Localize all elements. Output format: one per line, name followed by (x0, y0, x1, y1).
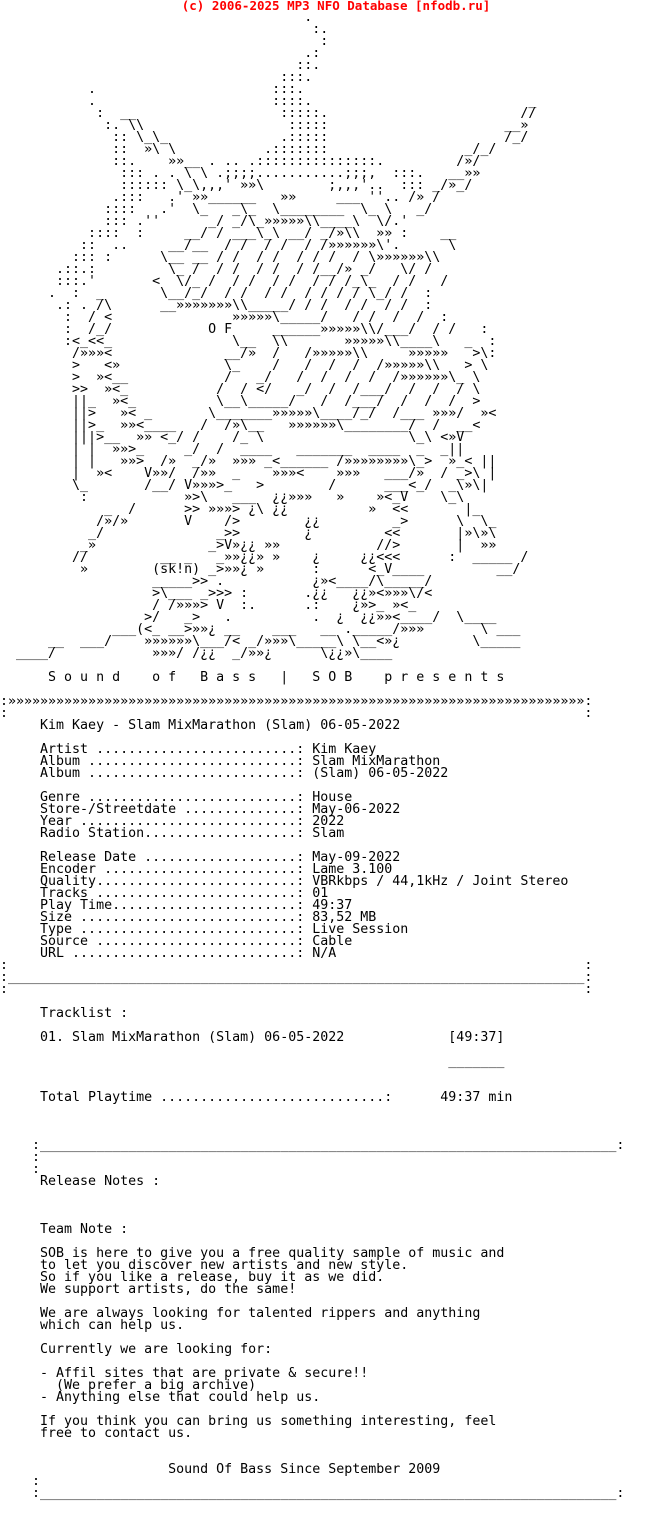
copyright-link[interactable]: (c) 2006-2025 MP3 NFO Database [nfodb.ru] (181, 0, 491, 13)
nfo-text: . :. : .: ::. :::. . :::. . ::::. _ : __ :::::. // :. \\ ::::: __» :: \_\_ .::::: /_/ :: »\ \ .::::::: _/_/ ::. »»__ . .. .:::::::::::::::. /»/ ::: . . \ \ .;;;;...........;;;, :::. __»» :::::: \_\,,,' »»\ ;,,,'.. ::: _/»_/ .::: .' »»______ »» ___ ''.. /» / :::: .' \_ _\_ \________ \_ \ _/ ::: .'' _/ _/\_»»»»»\\____\ \/.' :::: : __/ / ___\_\ __/ _/»\\ »» : __ :: .. __/__ / / / / / /»»»»»»\'. \ ::: : \__ __ / / / / / / / / \»»»»»»\\ .::.: \_ / / / / / / /__/» _/ \/ / :::.' < \/_ / / / / / / / /_\_ / / / . : _ \__/_/ / / / / / / / / \_/ / : .: . /\ __»»»»»»»\\_____/ / / / / / / : : / < »»»»»\_____/ / / / / : : /_/ O F ______»»»»»\\/___/ / / : :<_<<_ \__ \\ »»»»»\\____\ _ : /»»»< __/» / /»»»»»\\ »»»»» >\: > <» \_ / / / / /»»»»»\\ > \ > »<__ / _/ / / / / /»»»»»»\_ \ >> »<_ / / </ _/ / /___/ / / / \ ||_ »<_ \__\_____/ / /___/ / / / > ||> »< _ \_______»»»»»\____/_/ /___ »»»/ »< ||>_ »»<____ / /»\__ »»»»»»\________/ / __< |||>__ »» <_/ / /_ \ \_\ <»V | | »»>_ _/ / ____ _______ ____ _ _|| | | »»> /» _/» »»» _<______ /»»»»»»»»\_> »_< || | »< V»»/ /»» _ »»»< »»» ___/» / _>\ | \_ /__/ V»»»>_ > / ___<_/ _\»\| : »>\ ___ ¿¿»»» » »<_V \_\ _ / >> »»»> ¿\ ¿¿ » << |_ /»/» V /> ¿¿ _> \ \_ _/ _>> ¿ << |»\»\ _» _>V»¿¿ »» //> | »» // __ _ _»»¿¿» » ¿ ¿¿<<< : _____ / » (sk!n) _>»»¿ » : <_V____ __/ _____>> . ¿»<____/\_____/ >\___ _>>> : .¿¿ ¿¿»<»»»\/< / /»»»> V :. .: ¿»>_ »<_ >/ _> . . ¿ ¿¿»»<____/ \____ ___(<_ __>»»¿ __ ___ __ ._____/»»» \ ___ __ ___/ »»»»»»\___/< _/»»»\_____\ \__<»¿ \_____ ____/ »»»/ /¿¿ _/»»¿ \¿¿»\____ S o u n d o f B a s s | S O B p r e s e n t s :»»»»»»»»»»»»»»»»»»»»»»»»»»»»»»»»»»»»»»»»»»»»»»»»»»»»»»»»»»»»»»»»»»»»»»»»: : : Kim Kaey - Slam MixMarathon (Slam) 06-05-2022 Artist .........................: Kim Kaey Album ..........................: Slam MixMarathon Album ..........................: (Slam) 06-05-2022 Genre ..........................: House Store-/Streetdate ..............: May-06-2022 Year ...........................: 2022 Radio Station...................: Slam Release Date ...................: May-09-2022 Encoder ........................: Lame 3.100 Quality.........................: VBRkbps / 44,1kHz / Joint Stereo Tracks .........................: 01 Play Time.......................: 49:37 Size ...........................: 83,52 MB Type ...........................: Live Session Source .........................: Cable URL ............................: N/A : : :________________________________________________________________________: : : Tracklist : 01. Slam MixMarathon (Slam) 06-05-2022 [49:37] _______ Total Playtime ............................: 49:37 min :________________________________________________________________________: : : Release Notes : Team Note : SOB is here to give you a free quality sample of music and to let you discover new artists and new style. So if you like a release, buy it as we did. We support artists, do the same! We are always looking for talented rippers and anything which can help us. Currently we are looking for: - Affil sites that are private & secure!! (We prefer a big archive) - Anything else that could help us. If you think you can bring us something interesting, feel free to contact us. Sound Of Bass Since September 2009 : :________________________________________________________________________: (0, 10, 625, 1501)
